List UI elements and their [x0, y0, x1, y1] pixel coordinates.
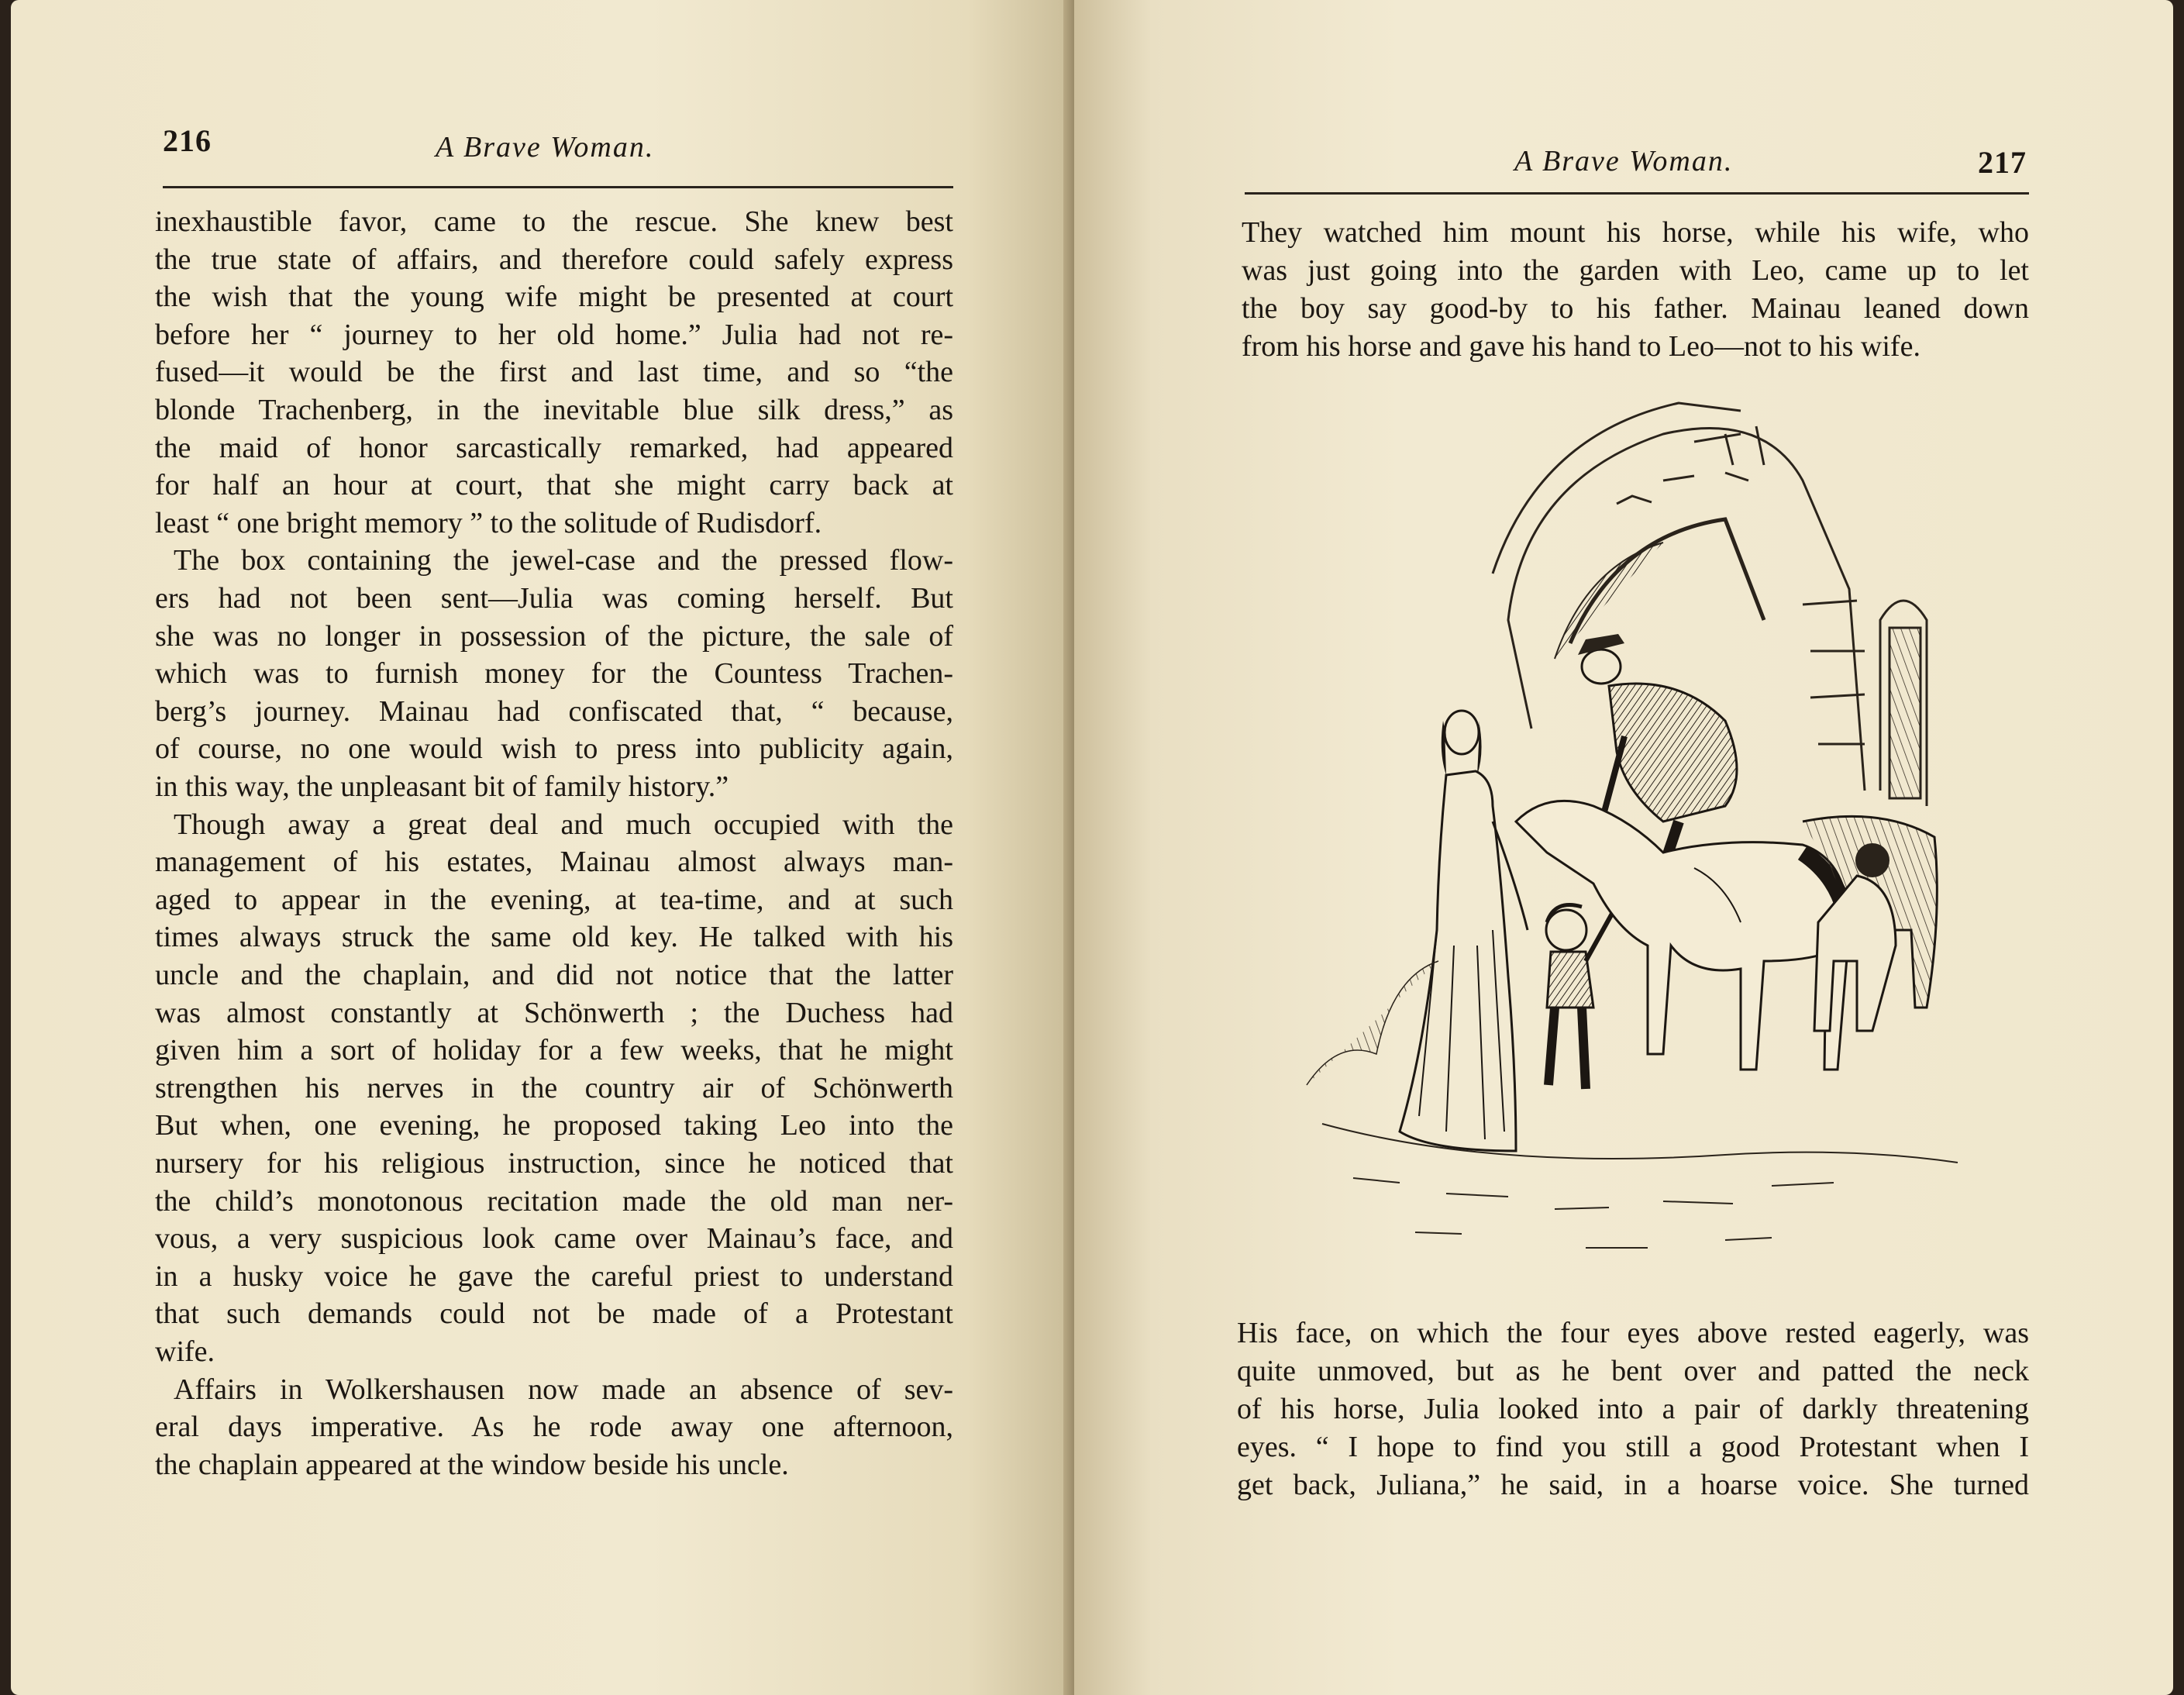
doorway [1880, 601, 1927, 806]
text-line: strengthen his nerves in the country air of Schönwerth [155, 1071, 953, 1104]
text-line: inexhaustible favor, came to the rescue. She knew best [155, 205, 953, 238]
text-line: the chaplain appeared at the window beside his uncle. [155, 1448, 789, 1481]
text-line: eral days imperative. As he rode away one afternoon, [155, 1411, 953, 1444]
page-number-right: 217 [1978, 145, 2027, 180]
text-line: quite unmoved, but as he bent over and patted the neck [1237, 1355, 2029, 1387]
boy-figure [1546, 891, 1624, 1089]
text-line: fused—it would be the first and last time, and so “the [155, 356, 953, 389]
text-line: the wish that the young wife might be presented at court [155, 281, 953, 314]
text-line: was just going into the garden with Leo, came up to let [1242, 254, 2029, 287]
text-line: she was no longer in possession of the picture, the sale of [155, 619, 953, 653]
page-number-left: 216 [163, 123, 212, 158]
engraving-illustration [1260, 388, 1973, 1287]
header-rule-left [163, 186, 953, 188]
text-line: which was to furnish money for the Countess Trachen- [155, 657, 953, 691]
text-line: vous, a very suspicious look came over Mainau’s face, and [155, 1222, 953, 1256]
text-line: ers had not been sent—Julia was coming herself. But [155, 582, 953, 615]
text-line: for half an hour at court, that she might carry back at [155, 469, 953, 502]
text-line: times always struck the same old key. He talked with his [155, 921, 953, 954]
text-line: They watched him mount his horse, while his wife, who [1242, 216, 2029, 249]
text-line: that such demands could not be made of a Protestant [155, 1297, 953, 1331]
text-line: the boy say good-by to his father. Mainau leaned down [1242, 292, 2029, 325]
second-horse-figure [1803, 816, 1937, 1031]
text-line: But when, one evening, he proposed taking Leo into the [155, 1109, 953, 1142]
text-line: given him a sort of holiday for a few weeks, that he might [155, 1034, 953, 1067]
text-line: before her “ journey to her old home.” Julia had not re- [155, 318, 953, 351]
text-line: least “ one bright memory ” to the solitude of Rudisdorf. [155, 506, 822, 539]
text-line: management of his estates, Mainau almost always man- [155, 846, 953, 879]
text-line: in a husky voice he gave the careful priest to understand [155, 1259, 953, 1293]
woman-figure [1400, 711, 1528, 1151]
text-line: of his horse, Julia looked into a pair of darkly threatening [1237, 1393, 2029, 1425]
text-line: The box containing the jewel-case and the pressed flow- [174, 544, 953, 577]
text-line: wife. [155, 1335, 215, 1368]
text-line: Affairs in Wolkershausen now made an absence of sev- [174, 1373, 953, 1406]
text-line: the true state of affairs, and therefore could safely express [155, 243, 953, 276]
text-line: get back, Juliana,” he said, in a hoarse voice. She turned [1237, 1469, 2029, 1501]
left-page [11, 0, 1074, 1695]
text-line: blonde Trachenberg, in the inevitable blue silk dress,” as [155, 394, 953, 426]
text-line: berg’s journey. Mainau had confiscated that, “ because, [155, 694, 953, 728]
text-line: in this way, the unpleasant bit of family history.” [155, 770, 729, 803]
text-line: nursery for his religious instruction, since he noticed that [155, 1147, 953, 1180]
running-title-right: A Brave Woman. [1514, 145, 1734, 177]
text-line: was almost constantly at Schönwerth ; the Duchess had [155, 996, 953, 1029]
text-line: eyes. “ I hope to find you still a good Protestant when I [1237, 1431, 2029, 1463]
header-rule-right [1245, 192, 2029, 195]
right-page [1074, 0, 2173, 1695]
text-line: the maid of honor sarcastically remarked, had appeared [155, 431, 953, 464]
text-line: His face, on which the four eyes above rested eagerly, was [1237, 1317, 2029, 1349]
text-line: from his horse and gave his hand to Leo—not to his wife. [1242, 330, 1920, 363]
text-line: of course, no one would wish to press into publicity again, [155, 732, 953, 766]
running-title-left: A Brave Woman. [436, 131, 655, 164]
text-line: the child’s monotonous recitation made the old man ner- [155, 1184, 953, 1218]
text-line: uncle and the chaplain, and did not notice that the latter [155, 959, 953, 991]
text-line: aged to appear in the evening, at tea-time, and at such [155, 883, 953, 916]
text-line: Though away a great deal and much occupied with the [174, 808, 953, 841]
engraving-svg [1260, 388, 1973, 1287]
